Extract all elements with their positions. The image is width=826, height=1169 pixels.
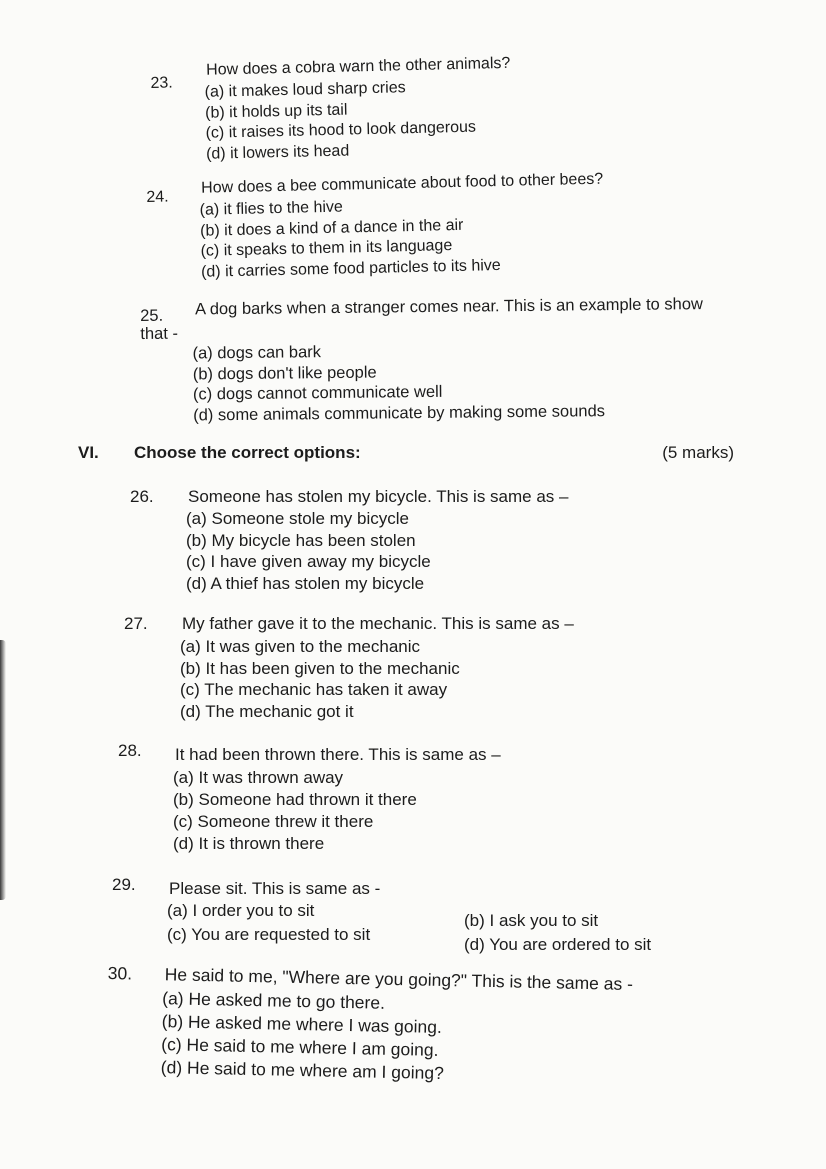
option-a: (a) It was thrown away (173, 768, 344, 787)
question-number: 24. (146, 188, 169, 206)
option-c: (c) it raises its hood to look dangerous (205, 118, 477, 142)
options (180, 636, 460, 722)
section-number: VI. (78, 443, 99, 462)
option-c: (c) You are requested to sit (167, 925, 371, 944)
question-number: 26. (130, 487, 154, 506)
option-d: (d) You are ordered to sit (464, 935, 652, 954)
option-c: (c) I have given away my bicycle (186, 552, 431, 571)
option-b: (b) He asked me where I was going. (161, 1011, 443, 1038)
options (199, 194, 500, 283)
options (167, 900, 707, 954)
options (173, 767, 417, 855)
options (204, 77, 476, 165)
option-b: (b) it holds up its tail (204, 101, 348, 122)
option-a: (a) I order you to sit (167, 901, 315, 920)
option-d: (d) He said to me where am I going? (160, 1057, 445, 1084)
question-text: How does a cobra warn the other animals? (206, 54, 511, 79)
option-a: (a) dogs can bark (192, 343, 322, 363)
question-text: It had been thrown there. This is same as – (175, 745, 501, 764)
option-a: (a) It was given to the mechanic (180, 637, 421, 656)
option-a: (a) He asked me to go there. (162, 988, 386, 1013)
option-d: (d) A thief has stolen my bicycle (186, 573, 425, 593)
option-c: (c) He said to me where I am going. (161, 1034, 439, 1060)
option-c: (c) dogs cannot communicate well (192, 382, 443, 404)
question-number: 29. (112, 875, 136, 894)
question-text: He said to me, "Where are you going?" This is the same as - (164, 964, 634, 994)
option-a: (a) Someone stole my bicycle (186, 509, 409, 528)
option-c: (c) it speaks to them in its language (200, 237, 453, 260)
option-a: (a) it flies to the hive (199, 198, 344, 219)
option-d: (d) some animals communicate by making some sounds (193, 401, 606, 424)
section-title: Choose the correct options: (134, 443, 361, 462)
question-number: 25. (140, 306, 164, 325)
question-text: A dog barks when a stranger comes near. This is an example to show (195, 295, 703, 319)
option-d: (d) It is thrown there (173, 834, 325, 853)
scan-edge-shadow (0, 640, 6, 900)
question-text: How does a bee communicate about food to other bees? (201, 170, 604, 197)
question-number: 30. (107, 962, 133, 984)
option-b: (b) it does a kind of a dance in the air (199, 216, 464, 240)
question-number: 23. (150, 74, 173, 92)
options (186, 508, 431, 594)
option-d: (d) The mechanic got it (180, 701, 354, 721)
option-d: (d) it carries some food particles to its hive (200, 256, 501, 281)
options (192, 339, 605, 425)
question-text-continued: that - (140, 324, 179, 343)
option-b: (b) It has been given to the mechanic (180, 658, 460, 678)
option-c: (c) Someone threw it there (173, 812, 374, 831)
option-c: (c) The mechanic has taken it away (180, 680, 448, 699)
question-number: 28. (118, 741, 142, 760)
question-text: Someone has stolen my bicycle. This is same as – (188, 487, 569, 506)
section-marks: (5 marks) (662, 443, 734, 462)
question-text: My father gave it to the mechanic. This is same as – (182, 614, 574, 633)
options (161, 987, 446, 1085)
option-b: (b) Someone had thrown it there (173, 790, 417, 809)
option-b: (b) I ask you to sit (464, 911, 599, 930)
option-a: (a) it makes loud sharp cries (204, 79, 406, 101)
option-b: (b) My bicycle has been stolen (186, 530, 416, 550)
option-d: (d) it lowers its head (205, 142, 350, 163)
option-b: (b) dogs don't like people (192, 363, 377, 383)
question-text: Please sit. This is same as - (169, 879, 381, 898)
question-number: 27. (124, 614, 148, 633)
